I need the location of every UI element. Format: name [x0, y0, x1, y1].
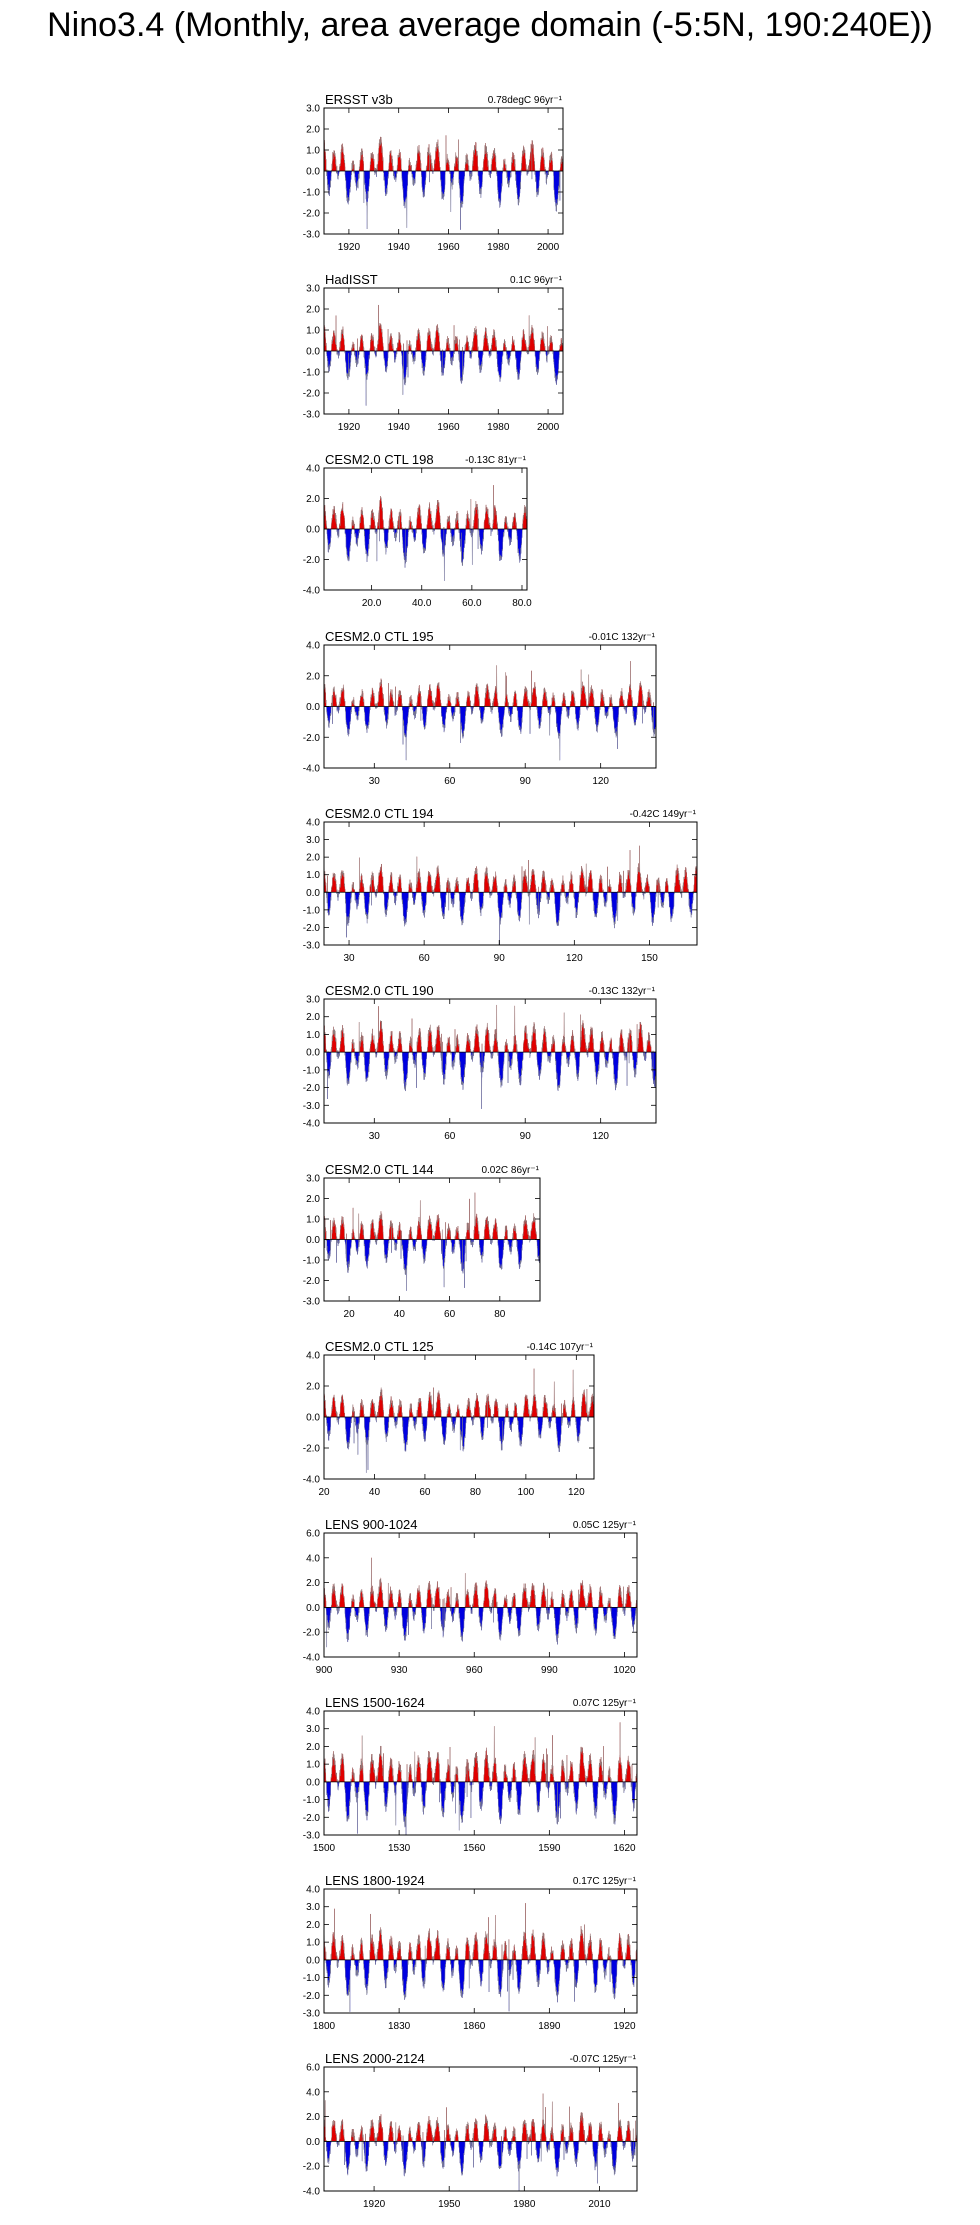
- y-tick-label: -3.0: [302, 940, 320, 952]
- anomaly-bars: [324, 661, 656, 760]
- x-tick-label: 150: [641, 953, 658, 964]
- y-tick-label: 2.0: [306, 1578, 320, 1590]
- y-tick-label: 4.0: [306, 1350, 320, 1362]
- anomaly-bars: [324, 1193, 540, 1291]
- y-tick-label: -2.0: [302, 732, 320, 744]
- positive-anomaly-bars: [324, 1722, 637, 1782]
- panel-title: LENS 900-1024: [325, 1517, 418, 1532]
- anomaly-bars: [324, 305, 563, 406]
- panel-title: CESM2.0 CTL 144: [325, 1162, 434, 1177]
- y-tick-label: 2.0: [306, 1919, 320, 1931]
- y-tick-label: -3.0: [302, 409, 320, 421]
- y-tick-label: 0.0: [306, 1235, 320, 1246]
- x-tick-label: 40: [393, 1309, 405, 1320]
- trend-stat: 0.02C 86yr⁻¹: [481, 1165, 539, 1176]
- x-tick-label: 1020: [613, 1665, 636, 1676]
- nino-panel-3: [303, 452, 532, 609]
- positive-anomaly-bars: [324, 846, 697, 893]
- x-tick-label: 2010: [588, 2199, 611, 2210]
- y-tick-label: -4.0: [302, 1118, 320, 1130]
- positive-anomaly-bars: [324, 1193, 537, 1240]
- x-tick-label: 1560: [463, 1843, 486, 1854]
- x-tick-label: 90: [519, 776, 531, 787]
- anomaly-bars: [324, 1558, 637, 1647]
- y-tick-label: -1.0: [302, 367, 320, 379]
- y-tick-label: 1.0: [306, 870, 320, 882]
- nino-panel-7: [303, 1162, 540, 1320]
- y-tick-label: -1.0: [302, 1255, 320, 1267]
- y-tick-label: 2.0: [306, 124, 320, 136]
- y-tick-label: 0.0: [306, 702, 320, 713]
- y-tick-label: 2.0: [306, 304, 320, 316]
- x-tick-label: 960: [465, 1665, 483, 1676]
- y-tick-label: -2.0: [302, 1990, 320, 2002]
- y-tick-label: -2.0: [302, 1812, 320, 1824]
- anomaly-bars: [324, 485, 527, 581]
- x-tick-label: 40: [368, 1487, 381, 1498]
- x-tick-label: 120: [565, 953, 583, 964]
- trend-stat: -0.13C 132yr⁻¹: [588, 986, 655, 997]
- y-tick-label: -2.0: [302, 1627, 320, 1639]
- nino-panel-11: [303, 1873, 637, 2032]
- y-tick-label: -3.0: [302, 2008, 320, 2020]
- x-tick-label: 60: [444, 1131, 456, 1142]
- x-tick-label: 1950: [438, 2199, 461, 2210]
- x-tick-label: 990: [541, 1665, 558, 1676]
- y-tick-label: 0.0: [306, 1777, 320, 1789]
- anomaly-bars: [324, 1722, 637, 1835]
- positive-anomaly-bars: [324, 2094, 637, 2142]
- x-tick-label: 120: [592, 776, 610, 787]
- y-tick-label: 1.0: [306, 1214, 320, 1226]
- x-tick-label: 80.0: [512, 598, 532, 609]
- y-tick-label: -2.0: [302, 2161, 320, 2173]
- trend-stat: 0.17C 125yr⁻¹: [572, 1876, 636, 1887]
- y-tick-label: -2.0: [302, 208, 320, 220]
- y-tick-label: 0.0: [306, 2136, 320, 2148]
- x-tick-label: 60: [419, 1487, 431, 1498]
- y-tick-label: 1.0: [306, 1937, 320, 1949]
- x-tick-label: 1500: [312, 1843, 336, 1854]
- y-tick-label: 3.0: [306, 994, 320, 1006]
- y-tick-label: 6.0: [306, 2062, 320, 2074]
- y-tick-label: 1.0: [306, 1759, 320, 1771]
- x-tick-label: 80: [494, 1309, 506, 1320]
- x-tick-label: 1620: [613, 1843, 636, 1854]
- y-tick-label: 2.0: [306, 494, 320, 505]
- x-tick-label: 1940: [387, 422, 410, 433]
- panel-title: HadISST: [325, 272, 378, 287]
- x-tick-label: 1860: [463, 2021, 486, 2032]
- panel-title: LENS 1500-1624: [325, 1695, 425, 1710]
- x-tick-label: 900: [315, 1665, 333, 1676]
- y-tick-label: 4.0: [306, 1884, 320, 1896]
- negative-anomaly-bars: [326, 892, 693, 945]
- anomaly-bars: [324, 846, 697, 945]
- y-tick-label: -1.0: [302, 1065, 320, 1077]
- trend-stat: 0.1C 96yr⁻¹: [510, 275, 562, 286]
- y-tick-label: 2.0: [306, 1012, 320, 1024]
- y-tick-label: -3.0: [302, 1296, 320, 1308]
- negative-anomaly-bars: [327, 351, 560, 406]
- trend-stat: -0.42C 149yr⁻¹: [629, 809, 696, 820]
- x-tick-label: 1940: [387, 242, 410, 253]
- y-tick-label: -2.0: [302, 1443, 320, 1455]
- negative-anomaly-bars: [326, 2141, 636, 2191]
- x-tick-label: 30: [343, 953, 355, 964]
- x-tick-label: 80: [469, 1487, 481, 1498]
- nino-panel-8: [303, 1339, 594, 1498]
- negative-anomaly-bars: [326, 171, 559, 230]
- y-tick-label: -2.0: [302, 388, 320, 400]
- y-tick-label: 4.0: [306, 1553, 320, 1565]
- y-tick-label: 4.0: [306, 2087, 320, 2099]
- positive-anomaly-bars: [324, 305, 563, 351]
- x-tick-label: 1960: [437, 242, 460, 253]
- nino-panel-12: [303, 2051, 637, 2210]
- x-tick-label: 1980: [487, 422, 510, 433]
- y-tick-label: 2.0: [306, 671, 320, 683]
- y-tick-label: 0.0: [306, 166, 320, 178]
- y-tick-label: 4.0: [306, 1706, 320, 1718]
- y-tick-label: -2.0: [302, 1083, 320, 1095]
- anomaly-bars: [324, 135, 563, 229]
- y-tick-label: 2.0: [306, 1381, 320, 1393]
- y-tick-label: -3.0: [302, 1830, 320, 1842]
- anomaly-bars: [324, 2094, 637, 2191]
- x-tick-label: 1830: [387, 2021, 411, 2032]
- anomaly-bars: [324, 1005, 656, 1109]
- x-tick-label: 40.0: [412, 598, 432, 609]
- x-tick-label: 1920: [337, 242, 361, 253]
- y-tick-label: -2.0: [302, 555, 320, 566]
- x-tick-label: 1800: [312, 2021, 336, 2032]
- y-tick-label: 2.0: [306, 2112, 320, 2124]
- y-tick-label: -1.0: [302, 905, 320, 917]
- x-tick-label: 20: [318, 1487, 330, 1498]
- x-tick-label: 20: [343, 1309, 355, 1320]
- y-tick-label: 3.0: [306, 1902, 320, 1914]
- anomaly-line: [324, 1369, 594, 1473]
- x-tick-label: 1980: [513, 2199, 536, 2210]
- nino-panel-10: [303, 1695, 637, 1854]
- y-tick-label: -2.0: [302, 1276, 320, 1287]
- y-tick-label: -4.0: [302, 1652, 320, 1664]
- y-tick-label: 1.0: [306, 1029, 320, 1041]
- y-tick-label: 0.0: [306, 1955, 320, 1967]
- y-tick-label: 3.0: [306, 835, 320, 847]
- x-tick-label: 20.0: [361, 598, 382, 609]
- y-tick-label: 1.0: [306, 145, 320, 157]
- y-tick-label: -4.0: [302, 763, 320, 775]
- negative-anomaly-bars: [327, 529, 523, 581]
- x-tick-label: 30: [368, 776, 380, 787]
- page-title: Nino3.4 (Monthly, area average domain (-5:5N, 190:240E)): [47, 6, 933, 44]
- y-tick-label: 3.0: [306, 103, 320, 115]
- y-tick-label: 0.0: [306, 524, 320, 536]
- y-tick-label: 4.0: [306, 640, 320, 652]
- y-tick-label: 2.0: [306, 852, 320, 864]
- nino-panel-6: [303, 983, 656, 1142]
- y-tick-label: 0.0: [306, 1047, 320, 1059]
- y-tick-label: 0.0: [306, 887, 320, 899]
- x-tick-label: 90: [493, 953, 505, 964]
- y-tick-label: -3.0: [302, 1100, 320, 1112]
- nino-panel-9: [303, 1517, 637, 1676]
- panel-title: CESM2.0 CTL 194: [325, 806, 434, 821]
- x-tick-label: 90: [519, 1131, 531, 1142]
- x-tick-label: 120: [567, 1487, 585, 1498]
- y-tick-label: 3.0: [306, 1173, 320, 1185]
- x-tick-label: 1590: [538, 1843, 561, 1854]
- y-tick-label: 2.0: [306, 1194, 320, 1205]
- panel-title: CESM2.0 CTL 190: [325, 983, 434, 998]
- trend-stat: 0.05C 125yr⁻¹: [572, 1520, 636, 1531]
- panel-title: CESM2.0 CTL 195: [325, 629, 434, 644]
- trend-stat: -0.13C 81yr⁻¹: [465, 455, 526, 466]
- x-tick-label: 60.0: [462, 598, 482, 609]
- x-tick-label: 2000: [536, 242, 560, 253]
- x-tick-label: 2000: [536, 422, 560, 433]
- anomaly-bars: [324, 1903, 637, 2012]
- negative-anomaly-bars: [325, 1240, 540, 1291]
- x-tick-label: 100: [517, 1487, 535, 1498]
- trend-stat: -0.01C 132yr⁻¹: [588, 632, 655, 643]
- negative-anomaly-bars: [327, 707, 656, 761]
- x-tick-label: 1890: [538, 2021, 561, 2032]
- x-tick-label: 1920: [362, 2199, 386, 2210]
- panel-title: CESM2.0 CTL 125: [325, 1339, 434, 1354]
- x-tick-label: 120: [592, 1131, 610, 1142]
- trend-stat: -0.07C 125yr⁻¹: [569, 2054, 636, 2065]
- nino-panel-5: [303, 806, 697, 964]
- positive-anomaly-bars: [324, 485, 527, 529]
- y-tick-label: 6.0: [306, 1528, 320, 1540]
- y-tick-label: -2.0: [302, 922, 320, 934]
- trend-stat: 0.07C 125yr⁻¹: [572, 1698, 636, 1709]
- trend-stat: -0.14C 107yr⁻¹: [526, 1342, 593, 1353]
- y-tick-label: 4.0: [306, 817, 320, 829]
- panel-title: LENS 2000-2124: [325, 2051, 425, 2066]
- y-tick-label: -1.0: [302, 187, 320, 199]
- y-tick-label: 3.0: [306, 1724, 320, 1736]
- x-tick-label: 1920: [613, 2021, 636, 2032]
- nino-panel-4: [303, 629, 656, 787]
- y-tick-label: 0.0: [306, 1412, 320, 1424]
- anomaly-bars: [324, 1369, 594, 1473]
- nino-panel-1: [303, 92, 563, 253]
- y-tick-label: 0.0: [306, 346, 320, 358]
- panel-title: LENS 1800-1924: [325, 1873, 425, 1888]
- y-tick-label: -1.0: [302, 1973, 320, 1985]
- x-tick-label: 30: [368, 1131, 380, 1142]
- x-tick-label: 60: [444, 1309, 456, 1320]
- x-tick-label: 60: [418, 953, 430, 964]
- panel-title: ERSST v3b: [325, 92, 393, 107]
- y-tick-label: 0.0: [306, 1602, 320, 1614]
- x-tick-label: 1920: [337, 422, 361, 433]
- y-tick-label: -4.0: [302, 2186, 320, 2198]
- x-tick-label: 1960: [437, 422, 460, 433]
- x-tick-label: 1980: [487, 242, 510, 253]
- positive-anomaly-bars: [324, 1903, 637, 1960]
- y-tick-label: 2.0: [306, 1741, 320, 1753]
- y-tick-label: 3.0: [306, 283, 320, 295]
- positive-anomaly-bars: [324, 1558, 637, 1608]
- x-tick-label: 1530: [387, 1843, 411, 1854]
- y-tick-label: -1.0: [302, 1795, 320, 1807]
- y-tick-label: -4.0: [302, 1474, 320, 1486]
- panel-title: CESM2.0 CTL 198: [325, 452, 434, 467]
- negative-anomaly-bars: [326, 1607, 636, 1647]
- y-tick-label: 1.0: [306, 325, 320, 337]
- y-tick-label: 4.0: [306, 463, 320, 475]
- nino-panel-2: [303, 272, 563, 433]
- y-tick-label: -3.0: [302, 229, 320, 241]
- y-tick-label: -4.0: [302, 585, 320, 597]
- x-tick-label: 60: [444, 776, 456, 787]
- x-tick-label: 930: [390, 1665, 408, 1676]
- trend-stat: 0.78degC 96yr⁻¹: [487, 95, 562, 106]
